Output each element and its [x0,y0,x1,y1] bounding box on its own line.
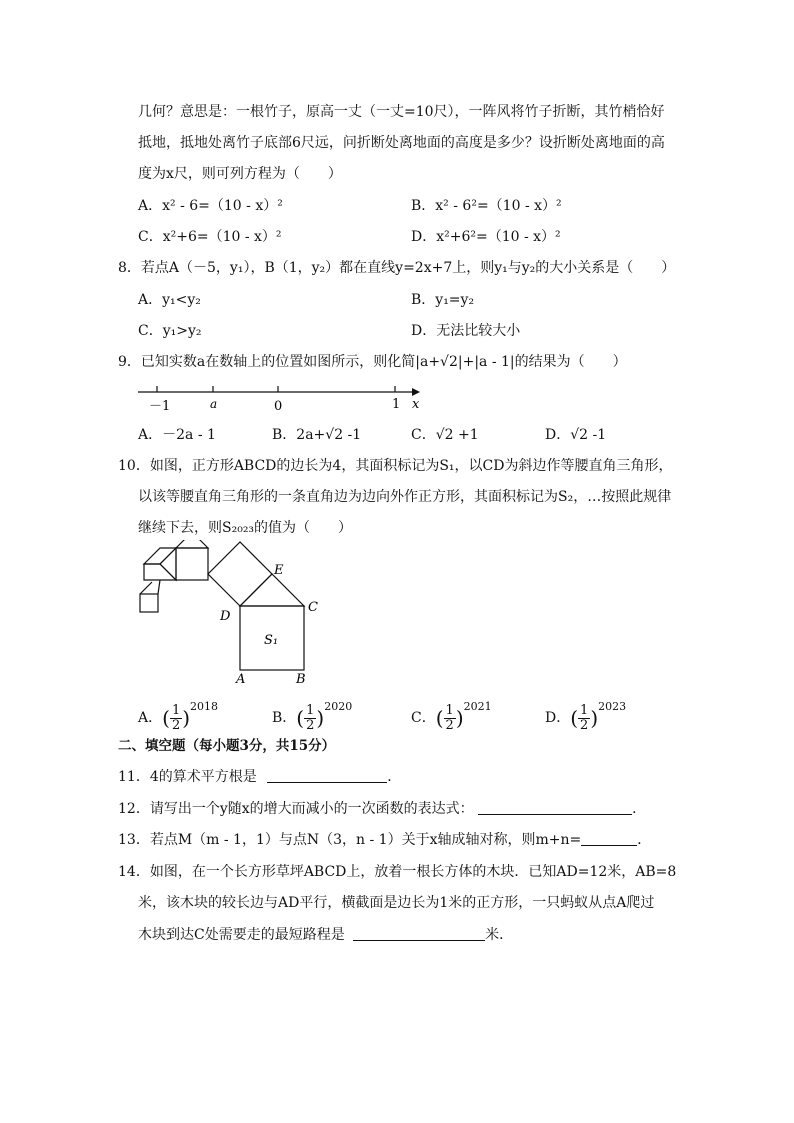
frac-den: 2 [580,717,589,733]
q10-option-a-letter: A． [138,710,163,726]
q14-answer-blank[interactable] [353,926,485,941]
triangle-1 [240,574,304,606]
q9-option-d: D．√2 -1 [545,427,607,443]
q7-option-d: D．x²+6²=（10 - x）² [411,229,561,245]
q13-end: ． [637,832,652,848]
triangle-2 [176,540,208,548]
q7-option-c: C．x²+6=（10 - x）² [138,229,282,245]
label-x: x [412,397,420,412]
q7-line2: 抵地，抵地处离竹子底部6尺远，问折断处离地面的高度是多少？设折断处离地面的高 [138,135,665,151]
q10-line2: 以该等腰直角三角形的一条直角边为边向外作正方形，其面积标记为S₂，…按照此规律 [138,489,672,505]
q10-option-d: D．( $\frac{1}{2}$ )$^{2023}$ [545,700,627,733]
q8-option-d: D．无法比较大小 [411,323,521,339]
q14-line2: 米，该木块的较长边与AD平行，横截面是边长为1米的正方形，一只蚂蚁从点A爬过 [138,895,655,911]
q14-line1: 14．如图，在一个长方形草坪ABCD上，放着一根长方体的木块．已知AD=12米，AB=8 [118,864,677,880]
triangle-3 [160,548,176,580]
fig-label-a: A [236,672,246,687]
q14-line3-wrap [138,925,513,945]
q14-line3: 木块到达C处需要走的最短路程是 [138,927,345,943]
frac-den: 2 [306,717,315,733]
q7-line3: 度为x尺，则可列方程为（ ） [138,166,342,182]
q12-end: ． [632,801,647,817]
label-1: 1 [392,397,401,412]
fig-label-e: E [274,563,284,578]
q10-line3: 继续下去，则S₂₀₂₃的值为（ ） [138,520,353,536]
q10-line1: 10．如图，正方形ABCD的边长为4，其面积标记为S₁，以CD为斜边作等腰直角三角形， [118,458,673,474]
q10-option-b: B．( $\frac{1}{2}$ )$^{2020}$ [272,700,353,733]
square-s6 [140,594,158,612]
q9-stem: 9．已知实数a在数轴上的位置如图所示，则化简|a+√2|+|a - 1|的结果为（ ） [118,354,627,370]
q10-option-a: A．( $\frac{1}{2}$ )$^{2018}$ [138,700,219,733]
q10-option-d-letter: D． [545,710,571,726]
square-s3 [176,548,208,580]
q9-option-a: A．－2a - 1 [138,427,216,443]
frac-den: 2 [445,717,454,733]
fig-label-d: D [220,609,231,624]
q8-option-c: C．y₁>y₂ [138,323,202,339]
number-line-figure [130,380,430,416]
q10-option-c-letter: C． [411,710,436,726]
square-s4 [144,548,176,564]
q7-option-b: B．x² - 6²=（10 - x）² [411,198,562,214]
q13 [118,830,651,850]
q12-stem: 12．请写出一个y随x的增大而减小的一次函数的表达式： [118,801,474,817]
q13-answer-blank[interactable] [581,831,637,846]
square-spiral-figure [130,540,350,690]
q11-stem: 11．4的算术平方根是 [118,769,257,785]
q8-option-a: A．y₁<y₂ [138,292,201,308]
q7-option-a: A．x² - 6=（10 - x）² [138,198,283,214]
fig-label-c: C [308,600,318,615]
q12-answer-blank[interactable] [478,800,632,815]
label-neg1: －1 [149,399,171,414]
frac-num: 1 [445,702,454,718]
frac-num: 1 [580,702,589,718]
q10-option-b-letter: B． [272,710,297,726]
square-s2 [208,542,272,606]
q10-option-c: C．( $\frac{1}{2}$ )$^{2021}$ [411,700,492,733]
q12 [118,799,646,819]
q7-line1: 几何？意思是：一根竹子，原高一丈（一丈=10尺），一阵风将竹子折断，其竹梢恰好 [138,104,665,120]
label-a: a [210,397,218,411]
q9-option-b: B．2a+√2 -1 [272,427,362,443]
number-line-arrow [412,388,420,396]
q10-option-c-exp: 2021 [463,700,492,713]
fig-label-b: B [296,672,306,687]
connector-line-2 [158,580,160,594]
q13-stem: 13．若点M（m - 1，1）与点N（3，n - 1）关于x轴成轴对称，则m+n= [118,832,582,848]
frac-den: 2 [171,717,181,733]
q8-option-b: B．y₁=y₂ [411,292,475,308]
q9-option-c: C．√2 +1 [411,427,479,443]
q8-stem: 8．若点A（－5，y₁），B（1，y₂）都在直线y=2x+7上，则y₁与y₂的大小关系是（ ） [118,260,676,276]
q11-end: ． [387,769,402,785]
section-2-title: 二、填空题（每小题3分，共15分） [118,738,336,754]
fig-label-s1: S₁ [264,633,279,648]
label-0: 0 [274,399,283,414]
q10-option-a-exp: 2018 [190,700,219,713]
q14-end: 米． [485,927,514,943]
q11-answer-blank[interactable] [267,768,387,783]
square-s5 [144,564,176,580]
frac-num: 1 [306,702,315,718]
q10-option-d-exp: 2023 [598,700,627,713]
frac-num: 1 [171,702,181,718]
connector-line [140,582,152,594]
q10-option-b-exp: 2020 [324,700,353,713]
q11 [118,767,401,787]
